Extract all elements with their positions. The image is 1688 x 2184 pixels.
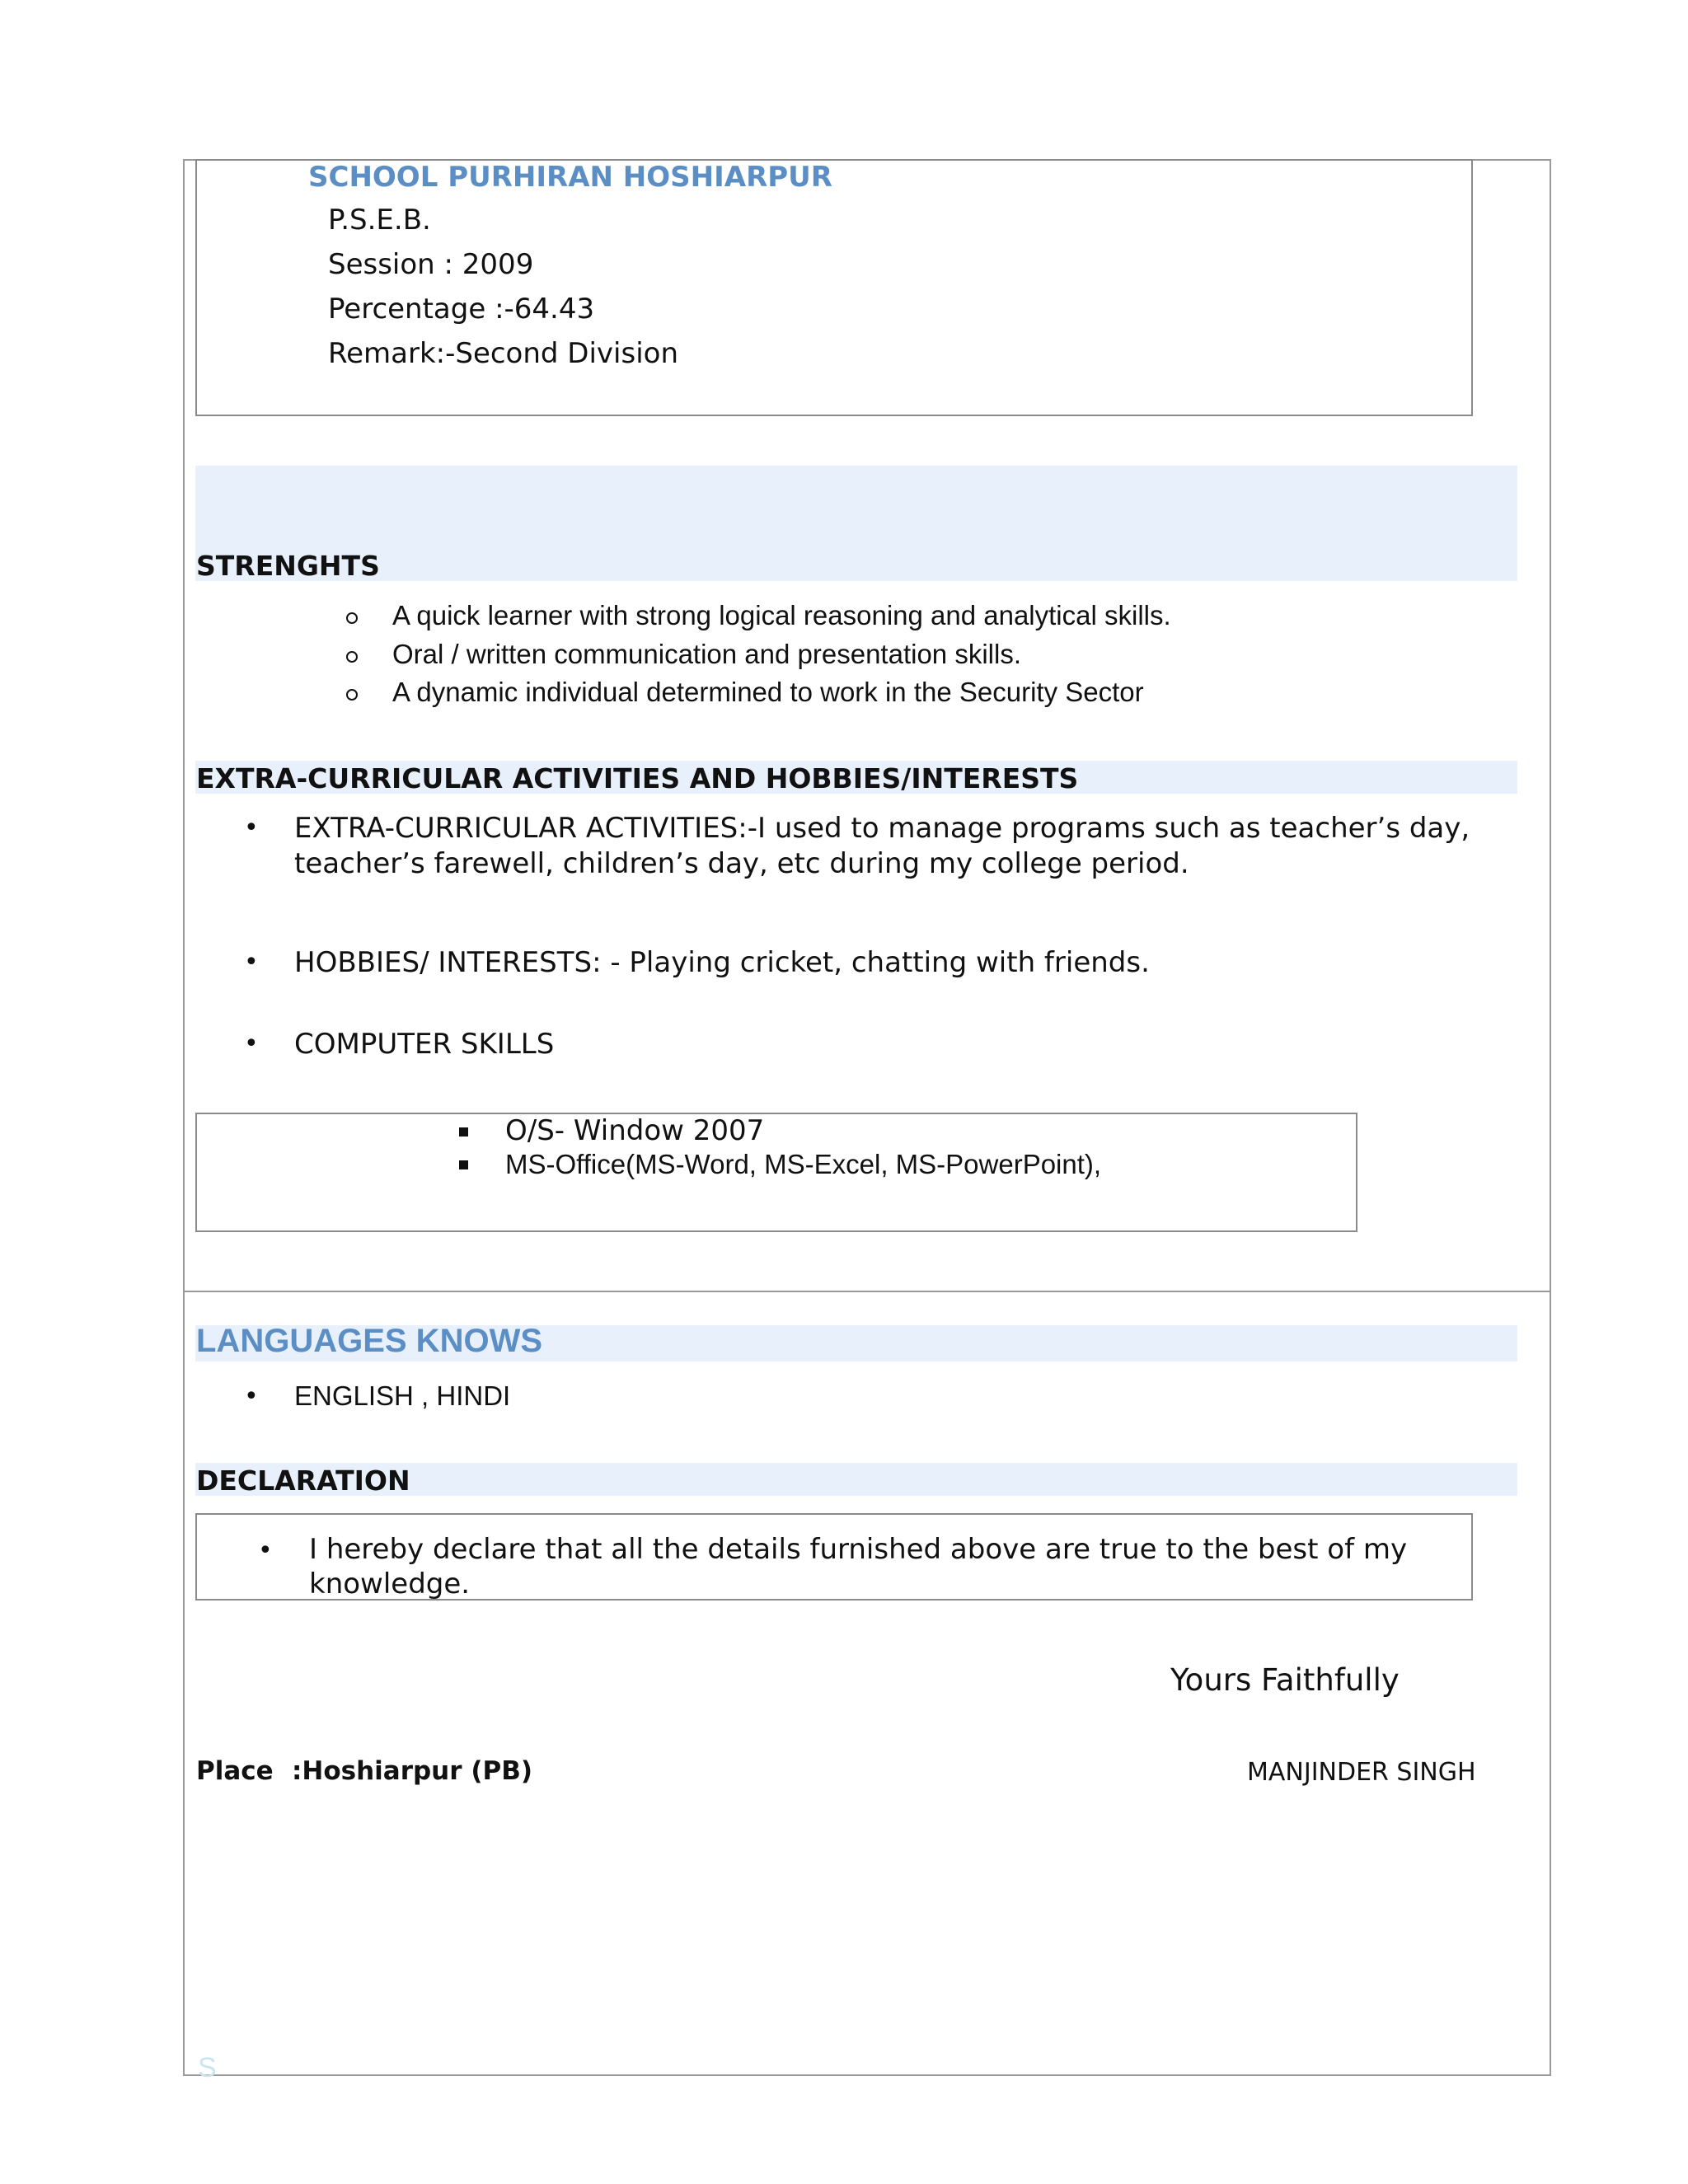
strengths-heading: STRENGHTS — [196, 550, 380, 582]
bullet-circle-icon — [346, 651, 358, 663]
languages-heading: LANGUAGES KNOWS — [196, 1323, 542, 1359]
place-label: Place — [196, 1756, 274, 1786]
remark-text: Remark:-Second Division — [328, 337, 678, 370]
declaration-heading: DECLARATION — [196, 1465, 410, 1497]
bullet-dot-icon: • — [244, 813, 259, 842]
footer-mark: S — [198, 2052, 217, 2083]
yours-faithfully: Yours Faithfully — [1170, 1662, 1400, 1698]
strength-item: Oral / written communication and presentation skills. — [392, 639, 1021, 669]
strength-item: A dynamic individual determined to work in the Security Sector — [392, 677, 1144, 707]
bullet-dot-icon: • — [244, 1382, 259, 1411]
place-value: :Hoshiarpur (PB) — [292, 1756, 533, 1786]
bullet-circle-icon — [346, 612, 358, 624]
declaration-line-2: knowledge. — [309, 1568, 471, 1601]
strength-item: A quick learner with strong logical reasoning and analytical skills. — [392, 600, 1171, 630]
computer-skills-label: COMPUTER SKILLS — [294, 1028, 555, 1061]
bullet-circle-icon — [346, 689, 358, 701]
bullet-dot-icon: • — [244, 948, 259, 977]
bullet-dot-icon: • — [244, 1029, 259, 1058]
bullet-square-icon — [459, 1127, 468, 1137]
signatory-name: MANJINDER SINGH — [1247, 1758, 1476, 1787]
skill-office: MS-Office(MS-Word, MS-Excel, MS-PowerPoint), — [505, 1149, 1102, 1179]
percentage-text: Percentage :-64.43 — [328, 293, 595, 326]
board-text: P.S.E.B. — [328, 204, 431, 237]
bullet-square-icon — [459, 1160, 468, 1169]
activities-line-1: EXTRA-CURRICULAR ACTIVITIES:-I used to manage programs such as teacher’s day, — [294, 812, 1470, 845]
school-name: SCHOOL PURHIRAN HOSHIARPUR — [308, 161, 832, 194]
activities-line-2: teacher’s farewell, children’s day, etc during my college period. — [294, 847, 1189, 880]
declaration-line-1: I hereby declare that all the details furnished above are true to the best of my — [309, 1533, 1408, 1566]
strengths-band — [195, 466, 1517, 581]
hobbies-text: HOBBIES/ INTERESTS: - Playing cricket, chatting with friends. — [294, 946, 1150, 979]
session-text: Session : 2009 — [328, 248, 534, 281]
education-box — [195, 159, 1473, 416]
extracurricular-heading: EXTRA-CURRICULAR ACTIVITIES AND HOBBIES/INTERESTS — [196, 762, 1079, 794]
skill-os: O/S- Window 2007 — [505, 1114, 765, 1147]
bullet-dot-icon: • — [258, 1536, 273, 1565]
languages-list: ENGLISH , HINDI — [294, 1380, 511, 1411]
